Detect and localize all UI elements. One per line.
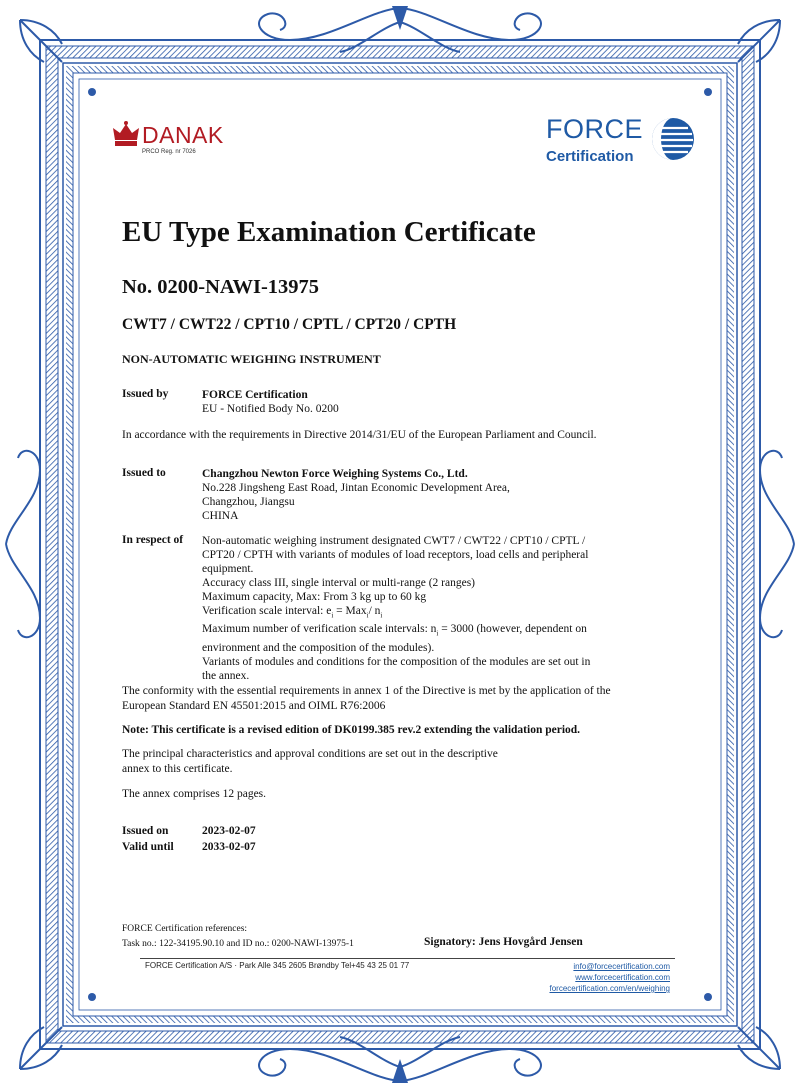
- valid-until-label: Valid until: [122, 841, 174, 853]
- globe-icon: [650, 116, 696, 162]
- respect-line: Non-automatic weighing instrument designated CWT7 / CWT22 / CPT10 / CPTL /: [202, 535, 586, 547]
- footer-links: [480, 961, 670, 994]
- valid-until-date: 2033-02-07: [202, 841, 256, 853]
- issued-to-label: Issued to: [122, 467, 166, 479]
- respect-line: Variants of modules and conditions for the composition of the modules are set out in: [202, 655, 591, 668]
- references-label: FORCE Certification references:: [122, 924, 248, 934]
- in-respect-of-label: In respect of: [122, 534, 184, 546]
- footer-divider: [140, 958, 675, 959]
- crown-icon: [112, 120, 140, 150]
- document-title: EU Type Examination Certificate: [122, 216, 536, 248]
- address-country: CHINA: [202, 510, 239, 522]
- issued-on-label: Issued on: [122, 825, 169, 837]
- respect-line: CPT20 / CPTH with variants of modules of load receptors, load cells and peripheral: [202, 549, 589, 561]
- principal-characteristics: The principal characteristics and approval conditions are set out in the descriptive annex to this certificate.: [122, 748, 498, 775]
- task-reference: Task no.: 122-34195.90.10 and ID no.: 0200-NAWI-13975-1: [122, 939, 354, 949]
- issued-by-block: [202, 388, 627, 416]
- issued-by-label: Issued by: [122, 388, 169, 400]
- model-designations: CWT7 / CWT22 / CPT10 / CPTL / CPT20 / CPTH: [122, 316, 457, 333]
- danak-logo: [112, 118, 252, 160]
- certificate-number: No. 0200-NAWI-13975: [122, 276, 320, 298]
- annex-pages: The annex comprises 12 pages.: [122, 788, 267, 800]
- respect-line: environment and the composition of the modules).: [202, 641, 435, 654]
- danak-registration: PRCO Reg. nr 7026: [142, 149, 196, 155]
- directive-statement: In accordance with the requirements in Directive 2014/31/EU of the European Parliament and Council.: [122, 429, 597, 441]
- certification-wordmark: Certification: [546, 148, 634, 165]
- revision-note: Note: This certificate is a revised edition of DK0199.385 rev.2 extending the validation period.: [122, 724, 581, 736]
- force-certification-logo: [546, 114, 696, 168]
- force-wordmark: FORCE: [546, 114, 643, 144]
- footer-address: FORCE Certification A/S · Park Alle 345 2605 Brøndby Tel+45 43 25 01 77: [145, 961, 410, 970]
- respect-line: Maximum capacity, Max: From 3 kg up to 60 kg: [202, 591, 427, 603]
- address-line-2: Changzhou, Jiangsu: [202, 496, 295, 508]
- respect-line: Accuracy class III, single interval or multi-range (2 ranges): [202, 577, 476, 589]
- respect-line: the annex.: [202, 669, 250, 682]
- max-intervals-line: Maximum number of verification scale intervals: $n_i = 3000$ (however, dependent on: [202, 623, 587, 638]
- instrument-type: NON-AUTOMATIC WEIGHING INSTRUMENT: [122, 352, 381, 366]
- issued-on-date: 2023-02-07: [202, 825, 256, 837]
- notified-body: EU - Notified Body No. 0200: [202, 403, 339, 415]
- in-respect-of-block: [202, 534, 627, 683]
- issuer-name: FORCE Certification: [202, 389, 308, 401]
- issued-to-block: [202, 467, 627, 523]
- company-name: Changzhou Newton Force Weighing Systems Co., Ltd.: [202, 468, 468, 480]
- respect-line: equipment.: [202, 563, 254, 575]
- signatory: Signatory: Jens Hovgård Jensen: [424, 936, 583, 948]
- conformity-statement: The conformity with the essential requirements in annex 1 of the Directive is met by the application of the European Standard EN 45501:2015 and OIML R76:2006: [122, 685, 611, 712]
- scale-interval-line: Verification scale interval: $e_i = Max_i/$ $n_i$: [202, 605, 383, 620]
- footer-email-web-link[interactable]: info@forcecertification.com www.forcecertification.com: [573, 962, 670, 982]
- danak-wordmark: DANAK: [142, 122, 224, 148]
- footer-weighing-link[interactable]: forcecertification.com/en/weighing: [549, 984, 670, 993]
- address-line-1: No.228 Jingsheng East Road, Jintan Economic Development Area,: [202, 482, 510, 494]
